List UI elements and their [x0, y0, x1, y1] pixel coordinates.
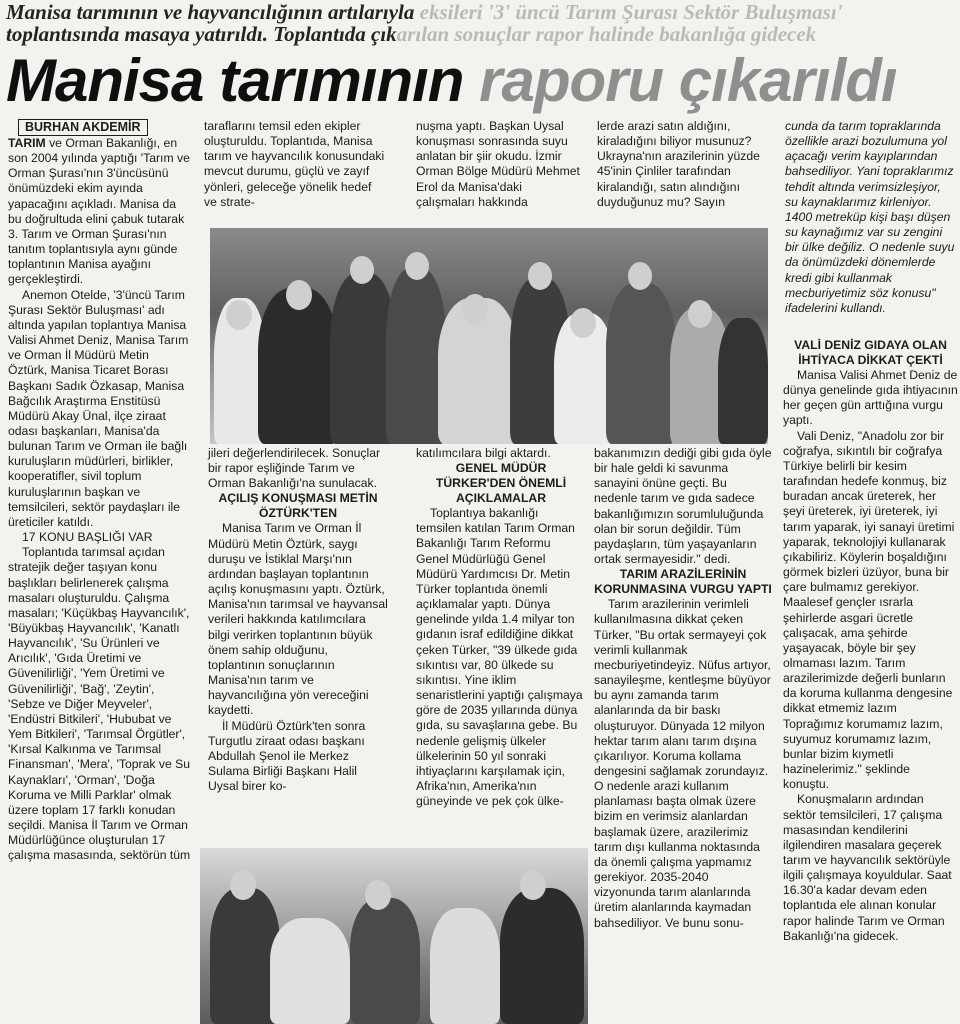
col1-paragraph-3: Toplantıda tarımsal açıdan stratejik değer taşıyan konu başlıkları belirlenerek çalışma masaları oluşturuldu. Çalışma masaları; 'Küçükbaş Hayvancılık', 'Büyükbaş Hayvancılık', 'Kanatlı Hayvancılık', 'Su Ürünleri ve Arıcılık', 'Gıda Üretimi ve Güvenilirliği', 'Yem Üretimi ve Güvenilirliği', 'Bağ', 'Zeytin', 'Sebze ve Diğer Meyveler', 'Endüstri Bitkileri', 'Hububat ve Yem Bitkileri', 'Tarımsal Örgütler', 'Kırsal Kalkınma ve Tarımsal Finansman', 'Mera', 'Toprak ve Su Kaynakları', 'Orman', 'Doğa Koruma ve Milli Parklar' olmak üzere toplam 17 farklı konudan seçildi. Manisa İl Tarım ve Orman Müdürlüğünce oluşturulan 17 çalışma masasında, sektörün tüm: [8, 545, 191, 863]
col5-paragraph-1: cunda da tarım topraklarında özellikle arazi bozulumuna yol açacağı verim kayıplarından bahsediliyor. Yani topraklarımız tehdit altında verimsizleşiyor, su kaynaklarımız kirleniyor. 1400 metreküp kişi başı düşen su kaynağımız var su zengini bir ülke değiliz. O nedenle suyu da önümüzdeki dönemlerde kredi gibi kullanmak mecburiyetimiz söz konusu" ifadelerini kullandı.: [785, 119, 955, 315]
face: [528, 262, 552, 290]
col3-top-text: nuşma yaptı. Başkan Uysal konuşması sonrasında suyu anlatan bir şiir okudu. İzmir Orman Bölge Müdürü Mehmet Erol da Manisa'daki çalışmaları hakkında: [416, 119, 580, 209]
col3b-subheading: GENEL MÜDÜR TÜRKER'DEN ÖNEMLİ AÇIKLAMALAR: [435, 461, 567, 506]
col4b-subheading: TARIM ARAZİLERİNİN KORUNMASINA VURGU YAPTI: [594, 567, 772, 597]
spot-line-1: Manisa tarımının ve hayvancılığının artılarıyla eksileri '3' üncü Tarım Şurası Sektör Buluşması': [6, 0, 843, 24]
column-4-top: [597, 119, 775, 210]
column-1: [8, 119, 191, 864]
col1-subheading: 17 KONU BAŞLIĞI VAR: [22, 530, 153, 545]
col3b-paragraph-2: Toplantıya bakanlığı temsilen katılan Tarım Orman Bakanlığı Tarım Reformu Genel Müdürlüğü Genel Müdürü Yardımcısı Dr. Metin Türker toplantıda önemli açıklamalar yaptı. Dünya genelinde yılda 1.4 milyar ton gıdanın israf edildiğine dikkat çeken Türker, "39 ülkede gıda sıkıntısı var, 80 ülkede su sıkıntısı. Yine iklim senaristlerini yaptığı çalışmaya göre de 2035 yıllarında dünya gıda, su savaşlarına gebe. Bu nedenle gelişmiş ülkeler ülkelerinin 50 yıl sonraki ihtiyaçlarını karşılamak için, Afrika'nın, Amerika'nın güneyinde ve pek çok ülke-: [416, 506, 583, 809]
face: [462, 294, 488, 324]
col2b-subheading: AÇILIŞ KONUŞMASI METİN ÖZTÜRK'TEN: [218, 491, 378, 521]
col2b-paragraph-2: Manisa Tarım ve Orman İl Müdürü Metin Öztürk, saygı duruşu ve İstiklal Marşı'nın ardından başlayan toplantının açılış konuşmasını yaptı. Öztürk, Manisa'nın tarımsal ve hayvansal verileri hakkında katılımcılara bilgi verirken toplantının büyük önem sahip olduğunu, toplantının sonuçlarının Manisa'nın tarım ve hayvancılığına yön vereceğini kaydetti.: [208, 521, 388, 718]
person-figure: [270, 918, 350, 1024]
face: [365, 880, 391, 910]
column-4-bottom: [594, 446, 772, 931]
col3b-paragraph-1: katılımcılara bilgi aktardı.: [416, 446, 551, 460]
headline: Manisa tarımının raporu çıkarıldı: [6, 47, 897, 114]
col5-paragraph-3: Vali Deniz, "Anadolu zor bir coğrafya, sıkıntılı bir coğrafya Türkiye belirli bir kesim tarafından hedefe konmuş, biz buradan ancak üreterek, her şeyi üreterek, iyi üreterek, iyi tarım yaparak, iyi sanayi üretimi yaparak, teknolojiyi kullanarak çıkabiliriz. Köylerin boşaldığını görmek bizleri üzüyor, buna bir çare bulmamız gerekiyor. Maalesef gençler ısrarla şehirlerde asgari ücretle çalışacak, ama şehirde yaşayacak, böyle bir şey olmaması lazım. Tarım arazilerimizde değerli bunların da koruma kullanma dengesine dikkat etmemiz lazım Toprağımız korumamız lazım, suyumuz korumamız lazım, bunlar bizim kıymetli hazinelerimiz." şeklinde konuştu.: [783, 428, 955, 792]
face: [286, 280, 312, 310]
person-figure: [500, 888, 584, 1024]
column-3-bottom: [416, 446, 586, 809]
col5-paragraph-4: Konuşmaların ardından sektör temsilcileri, 17 çalışma masasından kendilerini ilgilendiren masalara geçerek tarım ve hayvancılık sektörüyle ilgili çalışmaya koyuldular. Saat 16.30'a kadar devam eden toplantıda ele alınan konular rapor halinde Tarım ve Orman Bakanlığı'na gidecek.: [783, 792, 952, 943]
col1-paragraph-2: Anemon Otelde, '3'üncü Tarım Şurası Sektör Buluşması' adı altında yapılan toplantıya Manisa Valisi Ahmet Deniz, Manisa Tarım ve Orman İl Müdürü Metin Öztürk, Manisa Ticaret Borası Başkanı Sadık Özkasap, Manisa Bağcılık Araştırma Enstitüsü Müdürü Akay Ünal, ilçe ziraat odası başkanları, Manisa'da bulunan Tarım ve Orman ile bağlı kuruluşların müdürleri, birlikler, kooperatifler, sivil toplum kuruluşlarının başkan ve temsilcileri, sektör paydaşları ile üreticiler katıldı.: [8, 287, 189, 529]
face: [520, 870, 546, 900]
col4b-paragraph-2: Tarım arazilerinin verimleli kullanılmasına dikkat çeken Türker, "Bu ortak sermayeyi çok verimli kullanmak mecburiyetindeyiz. Nüfus artıyor, sanayileşme, kentleşme büyüyor bu aynı zamanda tarım alanlarında da bir baskı oluşturuyor. Dünyada 12 milyon hektar tarım alanı tarım dışına çıkarılıyor. Koruma kollama dengesini sağlamak zorundayız. O nedenle arazi kullanım planlaması başta olmak üzere bizim en verimsiz alanlardan başlamak üzere, arazilerimiz tarım dışı kullanma noktasında da önemli çalışma yapmamız gerekiyor. 2035-2040 vizyonunda tarım alanlarında üretim alanlarında kaymadan bahsediliyor. Ve bunu sonu-: [594, 597, 771, 930]
col5-paragraph-2: Manisa Valisi Ahmet Deniz de dünya genelinde gıda ihtiyacının her geçen gün arttığına vurgu yaptı.: [783, 368, 958, 428]
column-5-lower: [783, 338, 958, 944]
face: [405, 252, 429, 280]
col2-top-text: taraflarını temsil eden ekipler oluşturuldu. Toplantıda, Manisa tarım ve hayvancılık konusundaki mevcut durumu, güçlü ve zayıf yönleri, geleceğe yönelik hedef ve strate-: [204, 119, 385, 209]
column-3-top: [416, 119, 584, 210]
column-2-top: [204, 119, 386, 210]
spot-line-2: toplantısında masaya yatırıldı. Toplantıda çıkarılan sonuçlar rapor halinde bakanlığa gidecek: [6, 22, 817, 46]
col2b-paragraph-3: İl Müdürü Öztürk'ten sonra Turgutlu ziraat odası başkanı Abdullah Şenol ile Merkez Sulama Birliği Başkanı Halil Uysal birer ko-: [208, 718, 366, 794]
face: [226, 300, 252, 330]
col5-subheading: VALİ DENİZ GIDAYA OLAN İHTİYACA DİKKAT ÇEKTİ: [794, 338, 947, 367]
byline: BURHAN AKDEMİR: [18, 119, 148, 136]
meeting-photo: [200, 848, 588, 1024]
face: [688, 300, 712, 328]
col1-paragraph-1: TARIM ve Orman Bakanlığı, en son 2004 yılında yaptığı 'Tarım ve Orman Şurası'nın 3'üncüsünü önümüzdeki ekim ayında yapacağını açıkladı. Manisa da bu doğrultuda elini çabuk tutarak 3. Tarım ve Orman Şurası'nın tanıtım toplantısıyla aynı günde toplantının Manisa ayağını gerçekleştirdi.: [8, 136, 190, 287]
person-figure: [718, 318, 768, 444]
face: [570, 308, 596, 338]
face: [350, 256, 374, 284]
person-figure: [258, 288, 338, 444]
col4-top-text: lerde arazi satın aldığını, kiraladığını biliyor musunuz? Ukrayna'nın arazilerinin yüzde 45'inin Çinliler tarafından kiralandığı, satın alındığını duyduğunuz mu? Sayın: [597, 119, 760, 209]
person-figure: [606, 283, 676, 444]
column-2-bottom: [208, 446, 388, 794]
col4b-paragraph-1: bakanımızın dediği gibi gıda öyle bir hale geldi ki savunma sanayini önüne geçti. Bu nedenle tarım ve gıda sadece bakanlığımızın sorumluluğunda olan bir sorun değildir. Tüm paydaşların, tüm yaşayanların ortak sermayesidir." dedi.: [594, 446, 772, 567]
group-photo: [210, 228, 768, 444]
person-figure: [430, 908, 500, 1024]
col2b-paragraph-1: jileri değerlendirilecek. Sonuçlar bir rapor eşliğinde Tarım ve Orman Bakanlığı'na sunulacak.: [208, 446, 381, 491]
person-figure: [386, 268, 446, 444]
person-figure: [350, 898, 420, 1024]
face: [628, 262, 652, 290]
column-5: [785, 119, 957, 316]
face: [230, 870, 256, 900]
